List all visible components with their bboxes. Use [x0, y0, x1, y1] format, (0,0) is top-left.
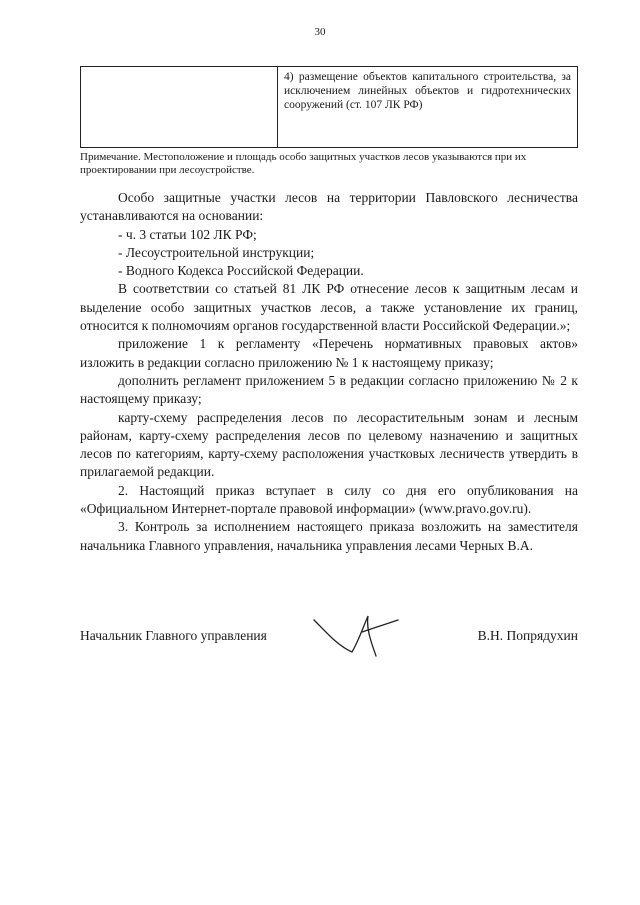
paragraph: дополнить регламент приложением 5 в редакции согласно приложению № 2 к настоящему приказу;	[80, 372, 578, 407]
document-body	[80, 189, 578, 555]
paragraph: Особо защитные участки лесов на территории Павловского лесничества устанавливаются на основании:	[80, 190, 578, 224]
paragraph: 2. Настоящий приказ вступает в силу со дня его опубликования на «Официальном Интернет-портале правовой информации» (www.pravo.gov.ru).	[80, 482, 578, 517]
list-item: - Водного Кодекса Российской Федерации.	[118, 263, 364, 279]
paragraph: В соответствии со статьей 81 ЛК РФ отнесение лесов к защитным лесам и выделение особо защитных участков лесов, а также установление их границ, относится к полномочиям органов государственной власти Российской Федерации.»;	[80, 281, 578, 334]
table-row	[80, 66, 578, 148]
paragraph: 3. Контроль за исполнением настоящего приказа возложить на заместителя начальника Главного управления, начальника управления лесами Черных В.А.	[80, 519, 578, 553]
note: Примечание. Местоположение и площадь особо защитных участков лесов указываются при их проектировании при лесоустройстве.	[80, 151, 527, 176]
paragraph: карту-схему распределения лесов по лесорастительным зонам и лесным районам, карту-схему распределения лесов по целевому назначению и защитных лесов по категориям, карту-схему расположения участковых лесничеств утвердить в прилагаемой редакции.	[80, 409, 578, 480]
page-number: 30	[314, 26, 326, 38]
signatory-name: В.Н. Попрядухин	[477, 628, 578, 643]
signature-block	[80, 624, 578, 660]
handwritten-signature	[312, 612, 402, 660]
table-cell-empty	[81, 67, 278, 147]
list-item: - Лесоустроительной инструкции;	[118, 244, 315, 260]
table-cell-text: 4) размещение объектов капитального строительства, за исключением линейных объектов и гидротехнических сооружений (ст. 107 ЛК РФ)	[284, 71, 571, 111]
list-item: - ч. 3 статьи 102 ЛК РФ;	[118, 226, 257, 242]
signatory-position: Начальник Главного управления	[80, 628, 267, 643]
paragraph: приложение 1 к регламенту «Перечень нормативных правовых актов» изложить в редакции согласно приложению № 1 к настоящему приказу;	[80, 336, 578, 370]
